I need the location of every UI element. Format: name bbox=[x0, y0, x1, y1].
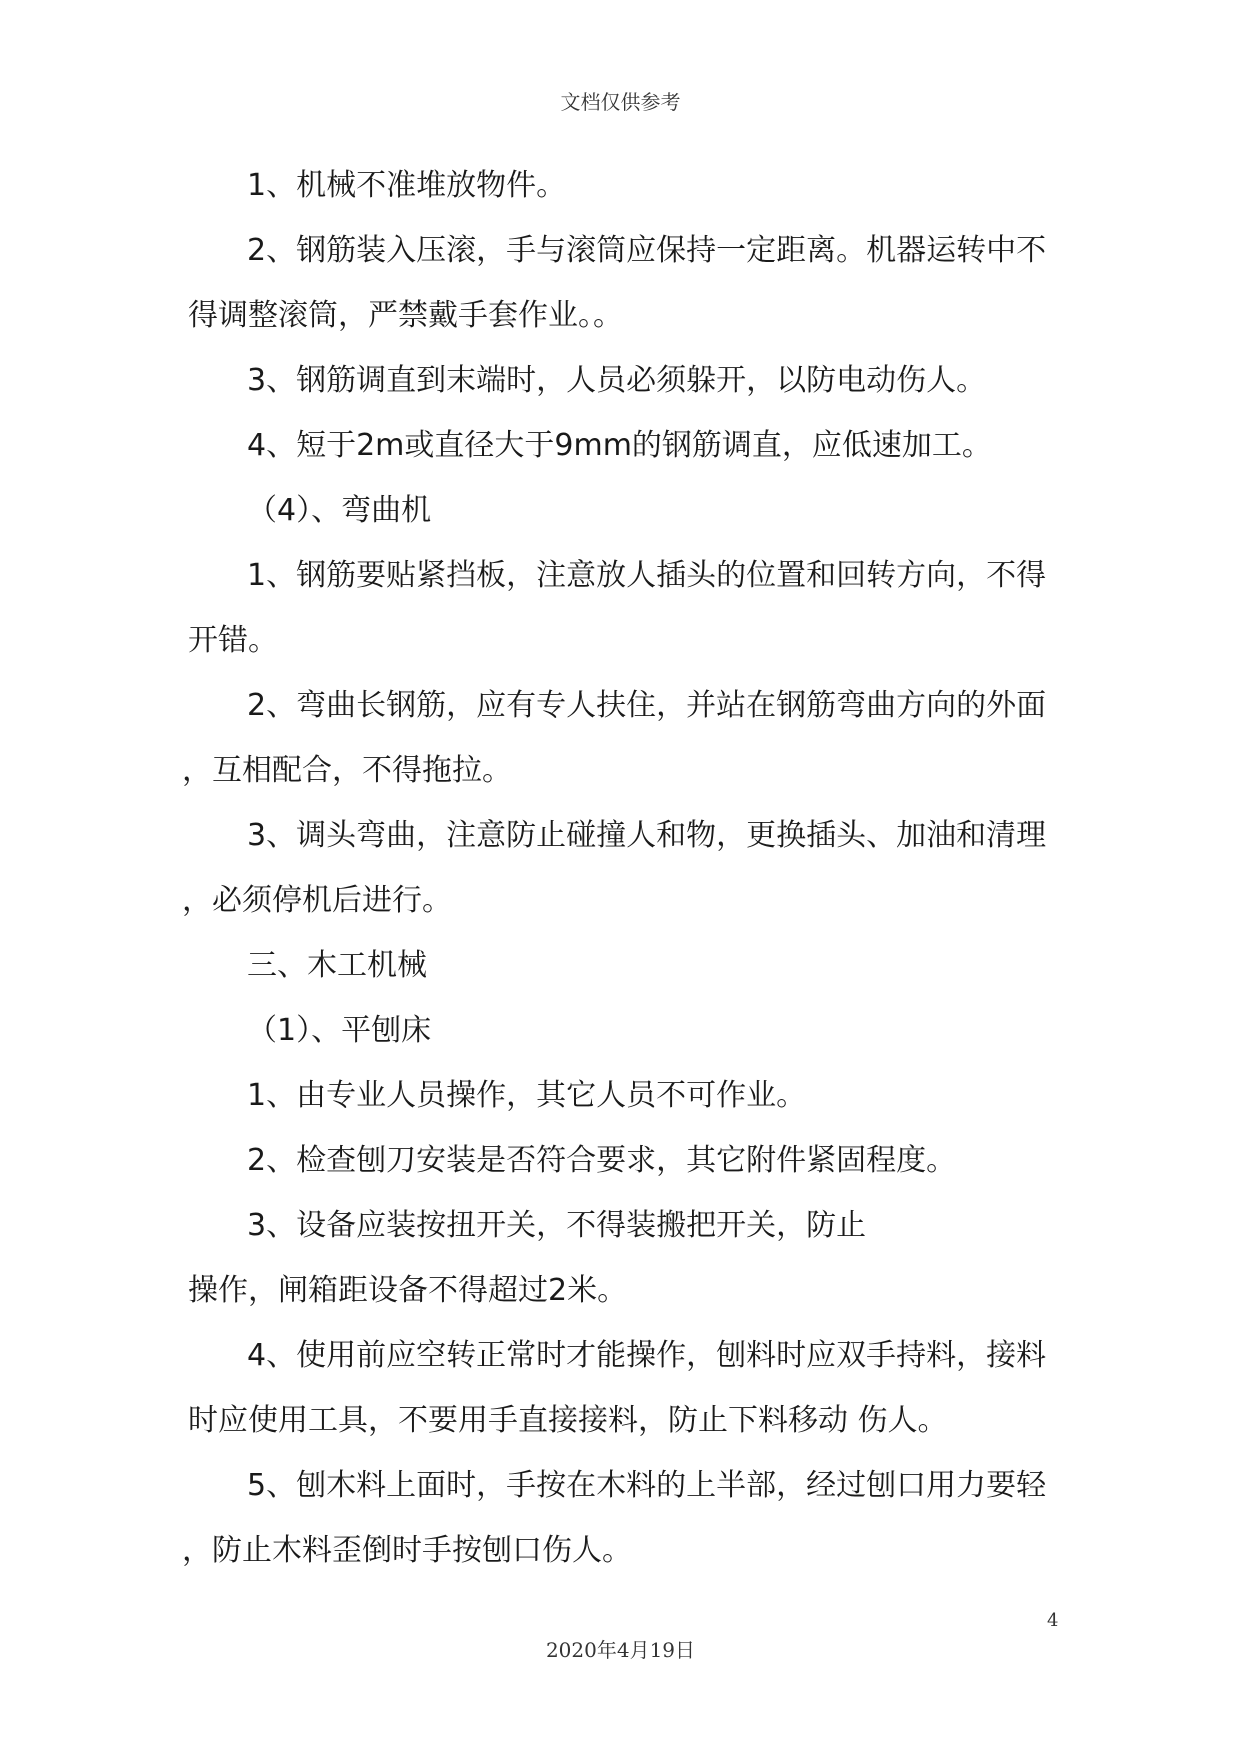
page-header: 文档仅供参考 bbox=[560, 90, 681, 114]
section-heading: （1）、平刨床 bbox=[247, 1013, 432, 1048]
footer-date: 2020年4月19日 bbox=[545, 1638, 696, 1662]
body-line: ，防止木料歪倒时手按刨口伤人。 bbox=[182, 1533, 632, 1568]
body-line: 1、机械不准堆放物件。 bbox=[247, 168, 567, 203]
section-heading: （4）、弯曲机 bbox=[247, 493, 432, 528]
body-line: 2、钢筋装入压滚，手与滚筒应保持一定距离。机器运转中不 bbox=[247, 233, 1047, 268]
body-line: ，必须停机后进行。 bbox=[182, 883, 452, 918]
body-line: 4、短于2m或直径大于9mm的钢筋调直，应低速加工。 bbox=[247, 428, 992, 463]
body-line: ，互相配合，不得拖拉。 bbox=[182, 753, 512, 788]
body-line: 3、钢筋调直到末端时，人员必须躲开，以防电动伤人。 bbox=[247, 363, 987, 398]
page-number: 4 bbox=[1047, 1610, 1059, 1631]
body-line: 1、钢筋要贴紧挡板，注意放人插头的位置和回转方向，不得 bbox=[247, 558, 1047, 593]
body-line: 操作，闸箱距设备不得超过2米。 bbox=[188, 1273, 628, 1308]
body-line: 得调整滚筒，严禁戴手套作业。。 bbox=[188, 298, 623, 333]
body-line: 5、刨木料上面时，手按在木料的上半部，经过刨口用力要轻 bbox=[247, 1468, 1047, 1503]
body-line: 3、设备应装按扭开关，不得装搬把开关，防止 bbox=[247, 1208, 867, 1243]
body-line: 2、检查刨刀安装是否符合要求，其它附件紧固程度。 bbox=[247, 1143, 957, 1178]
section-heading: 三、木工机械 bbox=[247, 948, 427, 983]
body-line: 4、使用前应空转正常时才能操作，刨料时应双手持料，接料 bbox=[247, 1338, 1047, 1373]
body-line: 时应使用工具，不要用手直接接料，防止下料移动 伤人。 bbox=[188, 1403, 948, 1438]
body-line: 开错。 bbox=[188, 623, 278, 658]
body-line: 3、调头弯曲，注意防止碰撞人和物，更换插头、加油和清理 bbox=[247, 818, 1047, 853]
body-line: 2、弯曲长钢筋，应有专人扶住，并站在钢筋弯曲方向的外面 bbox=[247, 688, 1047, 723]
body-line: 1、由专业人员操作，其它人员不可作业。 bbox=[247, 1078, 807, 1113]
